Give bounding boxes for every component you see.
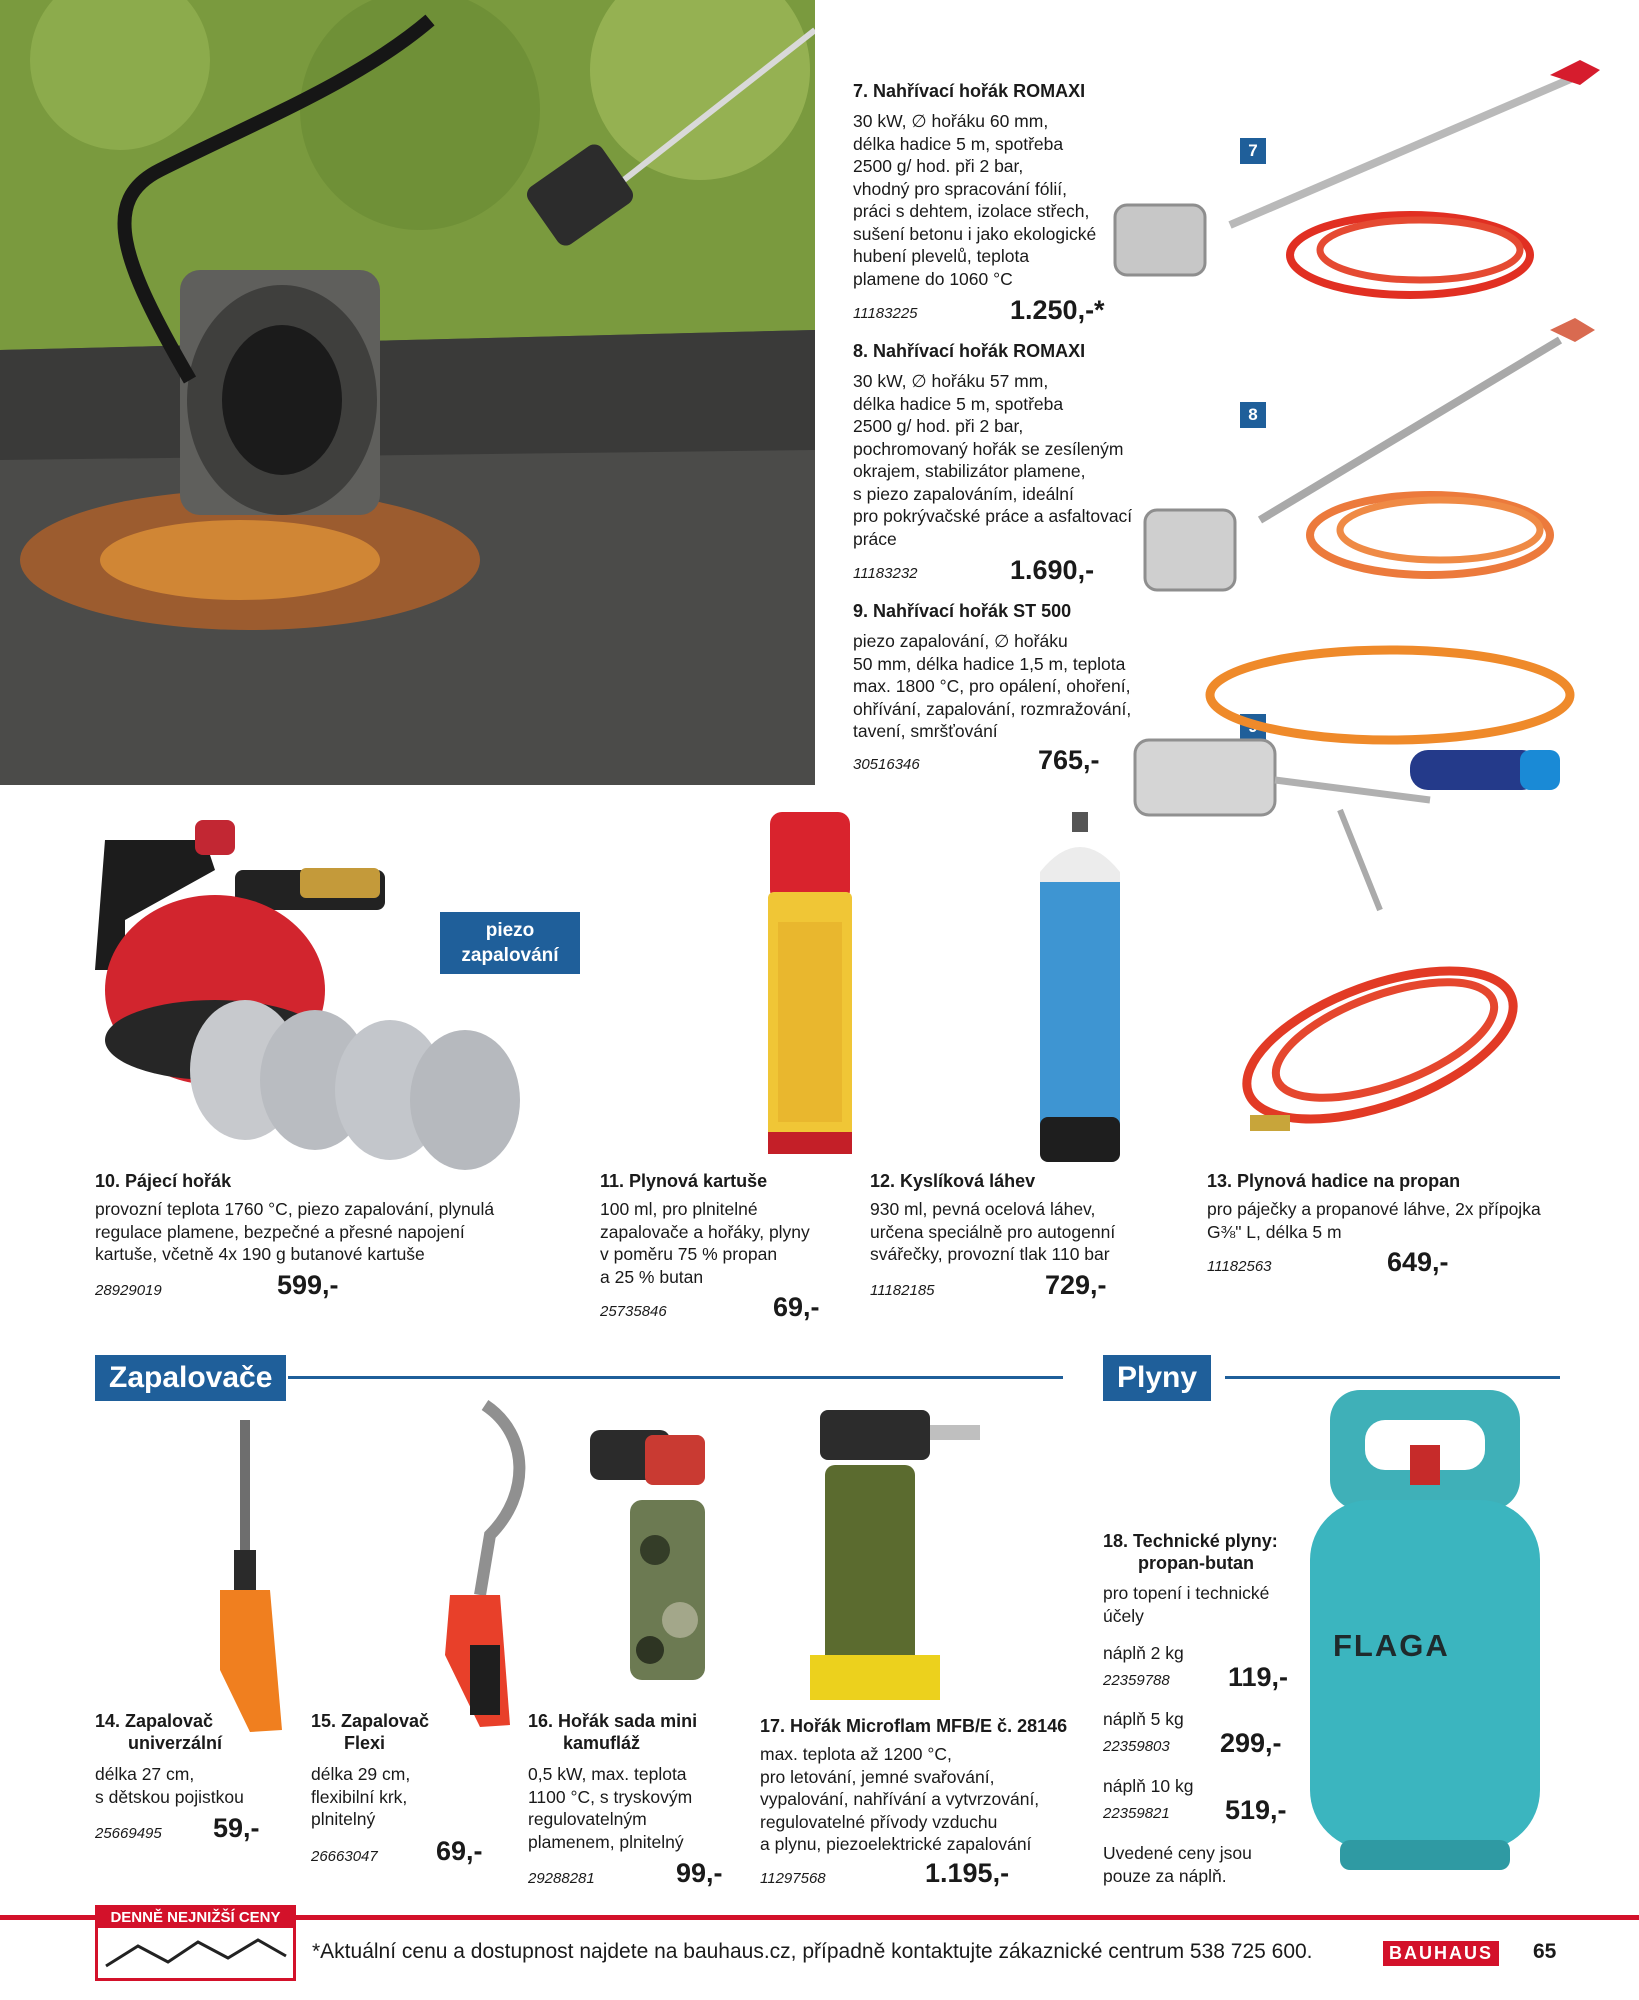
product-16-description: [528, 1763, 728, 1853]
product-9-badge: 9: [1240, 714, 1266, 740]
title-line: 16. Hořák sada mini: [528, 1711, 698, 1731]
product-13-price: 649,-: [1387, 1247, 1449, 1277]
desc-line: práci s dehtem, izolace střech,: [853, 201, 1090, 221]
torch-8-image: [1140, 320, 1600, 620]
desc-line: max. teplota až 1200 °C,: [760, 1744, 952, 1764]
note-line: pouze za náplň.: [1103, 1865, 1227, 1886]
product-7-title: 7. Nahřívací hořák ROMAXI: [853, 81, 1086, 101]
footer-notice: *Aktuální cenu a dostupnost najdete na bauhaus.cz, případně kontaktujte zákaznické centrum 538 725 600.: [312, 1940, 1313, 1963]
lighter-flexi-image: [430, 1395, 550, 1735]
price-chart-icon: [98, 1928, 293, 1973]
desc-line: sušení betonu i jako ekologické: [853, 223, 1097, 244]
desc-line: 2500 g/ hod. při 2 bar,: [853, 156, 1024, 176]
soldering-torch-image: [85, 810, 575, 1165]
variant-10kg-price: 519,-: [1225, 1795, 1287, 1825]
torch-7-image: [1110, 55, 1600, 325]
title-line: propan-butan: [1138, 1553, 1254, 1573]
product-8-price: 1.690,-: [1010, 555, 1095, 585]
product-16-price: 99,-: [676, 1858, 723, 1888]
desc-line: 0,5 kW, max. teplota: [528, 1764, 687, 1784]
title-line: 18. Technické plyny:: [1103, 1531, 1278, 1551]
product-9-description: [853, 630, 1153, 743]
product-13-code: 11182563: [1207, 1258, 1272, 1275]
variant-5kg-code: 22359803: [1103, 1738, 1170, 1755]
product-18-title: [1103, 1530, 1278, 1574]
product-18-note: [1103, 1842, 1293, 1887]
product-17-description: [760, 1743, 1060, 1856]
product-15-code: 26663047: [311, 1848, 378, 1865]
desc-line: max. 1800 °C, pro opálení, ohoření,: [853, 676, 1131, 696]
desc-line: regulovatelné přívody vzduchu: [760, 1811, 998, 1832]
desc-line: práce: [853, 528, 897, 549]
variant-2kg-price: 119,-: [1228, 1662, 1289, 1692]
desc-line: provozní teplota 1760 °C, piezo zapalování, plynulá: [95, 1199, 495, 1219]
product-9-code: 30516346: [853, 756, 920, 773]
product-7-code: 11183225: [853, 305, 918, 322]
product-10-description: [95, 1198, 555, 1266]
product-10-code: 28929019: [95, 1282, 162, 1299]
desc-line: účely: [1103, 1605, 1144, 1626]
lowest-prices-logo-text: DENNĚ NEJNIŽŠÍ CENY: [98, 1908, 293, 1928]
desc-line: vhodný pro spracování fólií,: [853, 178, 1068, 199]
mini-torch-camo-image: [585, 1420, 725, 1685]
piezo-badge: piezo zapalování: [440, 912, 580, 974]
desc-line: G⅜" L, délka 5 m: [1207, 1221, 1342, 1242]
section-lighters-rule: [288, 1376, 1063, 1379]
note-line: Uvedené ceny jsou: [1103, 1843, 1252, 1863]
product-7-price: 1.250,-*: [1010, 295, 1105, 325]
product-12-description: [870, 1198, 1150, 1266]
torch-9-image: [1130, 640, 1600, 930]
desc-line: pro pokrývačské práce a asfaltovací: [853, 506, 1133, 526]
product-12-title: 12. Kyslíková láhev: [870, 1171, 1036, 1191]
title-line: 15. Zapalovač: [311, 1711, 430, 1731]
desc-line: délka 27 cm,: [95, 1764, 195, 1784]
product-15-price: 69,-: [436, 1836, 483, 1866]
variant-5kg-price: 299,-: [1220, 1728, 1282, 1758]
title-line: 14. Zapalovač: [95, 1711, 214, 1731]
product-13-title: 13. Plynová hadice na propan: [1207, 1171, 1461, 1191]
desc-line: s dětskou pojistkou: [95, 1786, 244, 1807]
desc-line: pochromovaný hořák se zesíleným: [853, 438, 1124, 459]
product-7-description: [853, 110, 1123, 290]
microflam-torch-image: [800, 1405, 990, 1705]
oxygen-bottle-image: [1030, 812, 1130, 1167]
desc-line: s piezo zapalováním, ideální: [853, 483, 1074, 504]
product-9-title: 9. Nahřívací hořák ST 500: [853, 601, 1072, 621]
variant-2kg-code: 22359788: [1103, 1672, 1170, 1689]
desc-line: regulace plamene, bezpečné a přesné napojení: [95, 1221, 465, 1242]
desc-line: 1100 °C, s tryskovým: [528, 1786, 693, 1807]
product-17-code: 11297568: [760, 1870, 826, 1887]
product-8-code: 11183232: [853, 565, 918, 582]
desc-line: 30 kW, ∅ hořáku 60 mm,: [853, 111, 1049, 131]
product-12-code: 11182185: [870, 1282, 935, 1299]
desc-line: regulovatelným: [528, 1809, 647, 1829]
product-11-price: 69,-: [773, 1292, 820, 1322]
desc-line: pro páječky a propanové láhve, 2x přípojka: [1207, 1199, 1541, 1219]
desc-line: plamene do 1060 °C: [853, 268, 1013, 289]
lighter-universal-image: [210, 1420, 290, 1740]
desc-line: určena speciálně pro autogenní: [870, 1221, 1116, 1242]
product-9-price: 765,-: [1038, 745, 1100, 775]
product-16-title: [528, 1710, 697, 1754]
desc-line: ohřívání, zapalování, rozmražování,: [853, 698, 1132, 719]
desc-line: délka hadice 5 m, spotřeba: [853, 133, 1064, 154]
desc-line: délka 29 cm,: [311, 1764, 411, 1784]
desc-line: plamenem, plnitelný: [528, 1831, 684, 1852]
title-line: univerzální: [128, 1733, 223, 1753]
desc-line: pro letování, jemné svařování,: [760, 1766, 995, 1787]
desc-line: tavení, smršťování: [853, 721, 998, 741]
desc-line: piezo zapalování, ∅ hořáku: [853, 631, 1068, 651]
desc-line: svářečky, provozní tlak 110 bar: [870, 1244, 1110, 1264]
product-8-title: 8. Nahřívací hořák ROMAXI: [853, 341, 1086, 361]
flaga-logo: FLAGA: [1333, 1628, 1450, 1663]
product-11-description: [600, 1198, 840, 1288]
title-line: Flexi: [344, 1733, 386, 1753]
page-number: 65: [1533, 1940, 1557, 1963]
lowest-prices-logo: [95, 1905, 296, 1981]
product-11-code: 25735846: [600, 1303, 667, 1320]
desc-line: kartuše, včetně 4x 190 g butanové kartuše: [95, 1244, 425, 1264]
gas-cartridge-image: [760, 812, 860, 1162]
product-15-description: [311, 1763, 471, 1831]
product-8-badge: 8: [1240, 402, 1266, 428]
section-gases-rule: [1225, 1376, 1560, 1379]
product-14-code: 25669495: [95, 1825, 162, 1842]
desc-line: zapalovače a hořáky, plyny: [600, 1221, 810, 1242]
variant-2kg-label: náplň 2 kg: [1103, 1643, 1184, 1663]
desc-line: flexibilní krk,: [311, 1786, 408, 1807]
desc-line: 30 kW, ∅ hořáku 57 mm,: [853, 371, 1049, 391]
product-7-badge: 7: [1240, 138, 1266, 164]
desc-line: 100 ml, pro plnitelné: [600, 1199, 758, 1219]
product-8-description: [853, 370, 1153, 550]
product-18-description: [1103, 1582, 1303, 1627]
desc-line: a 25 % butan: [600, 1266, 704, 1287]
product-17-price: 1.195,-: [925, 1858, 1010, 1888]
product-10-price: 599,-: [277, 1270, 339, 1300]
section-gases-heading: Plyny: [1103, 1355, 1211, 1401]
section-lighters-heading: Zapalovače: [95, 1355, 286, 1401]
product-13-description: [1207, 1198, 1587, 1243]
desc-line: 930 ml, pevná ocelová láhev,: [870, 1199, 1096, 1219]
product-15-title: [311, 1710, 429, 1754]
desc-line: 50 mm, délka hadice 1,5 m, teplota: [853, 653, 1126, 674]
product-14-description: [95, 1763, 285, 1808]
roofing-photo-illustration: [0, 0, 815, 785]
product-14-title: [95, 1710, 222, 1754]
title-line: kamufláž: [563, 1733, 641, 1753]
desc-line: délka hadice 5 m, spotřeba: [853, 393, 1064, 414]
product-10-title: 10. Pájecí hořák: [95, 1171, 232, 1191]
product-17-title: 17. Hořák Microflam MFB/E č. 28146: [760, 1716, 1068, 1736]
variant-10kg-code: 22359821: [1103, 1805, 1170, 1822]
hero-photo: [0, 0, 815, 785]
desc-line: a plynu, piezoelektrické zapalování: [760, 1834, 1032, 1854]
bauhaus-logo: BAUHAUS: [1383, 1941, 1499, 1966]
variant-10kg-label: náplň 10 kg: [1103, 1776, 1194, 1796]
desc-line: 2500 g/ hod. při 2 bar,: [853, 416, 1024, 436]
product-16-code: 29288281: [528, 1870, 595, 1887]
desc-line: plnitelný: [311, 1809, 376, 1829]
gas-hose-image: [1230, 945, 1540, 1145]
product-11-title: 11. Plynová kartuše: [600, 1171, 768, 1191]
desc-line: v poměru 75 % propan: [600, 1244, 778, 1264]
product-12-price: 729,-: [1045, 1270, 1107, 1300]
desc-line: vypalování, nahřívání a vytvrzování,: [760, 1789, 1040, 1809]
desc-line: pro topení i technické: [1103, 1583, 1270, 1603]
desc-line: hubení plevelů, teplota: [853, 246, 1030, 266]
product-14-price: 59,-: [213, 1813, 260, 1843]
variant-5kg-label: náplň 5 kg: [1103, 1709, 1184, 1729]
desc-line: okrajem, stabilizátor plamene,: [853, 461, 1086, 481]
